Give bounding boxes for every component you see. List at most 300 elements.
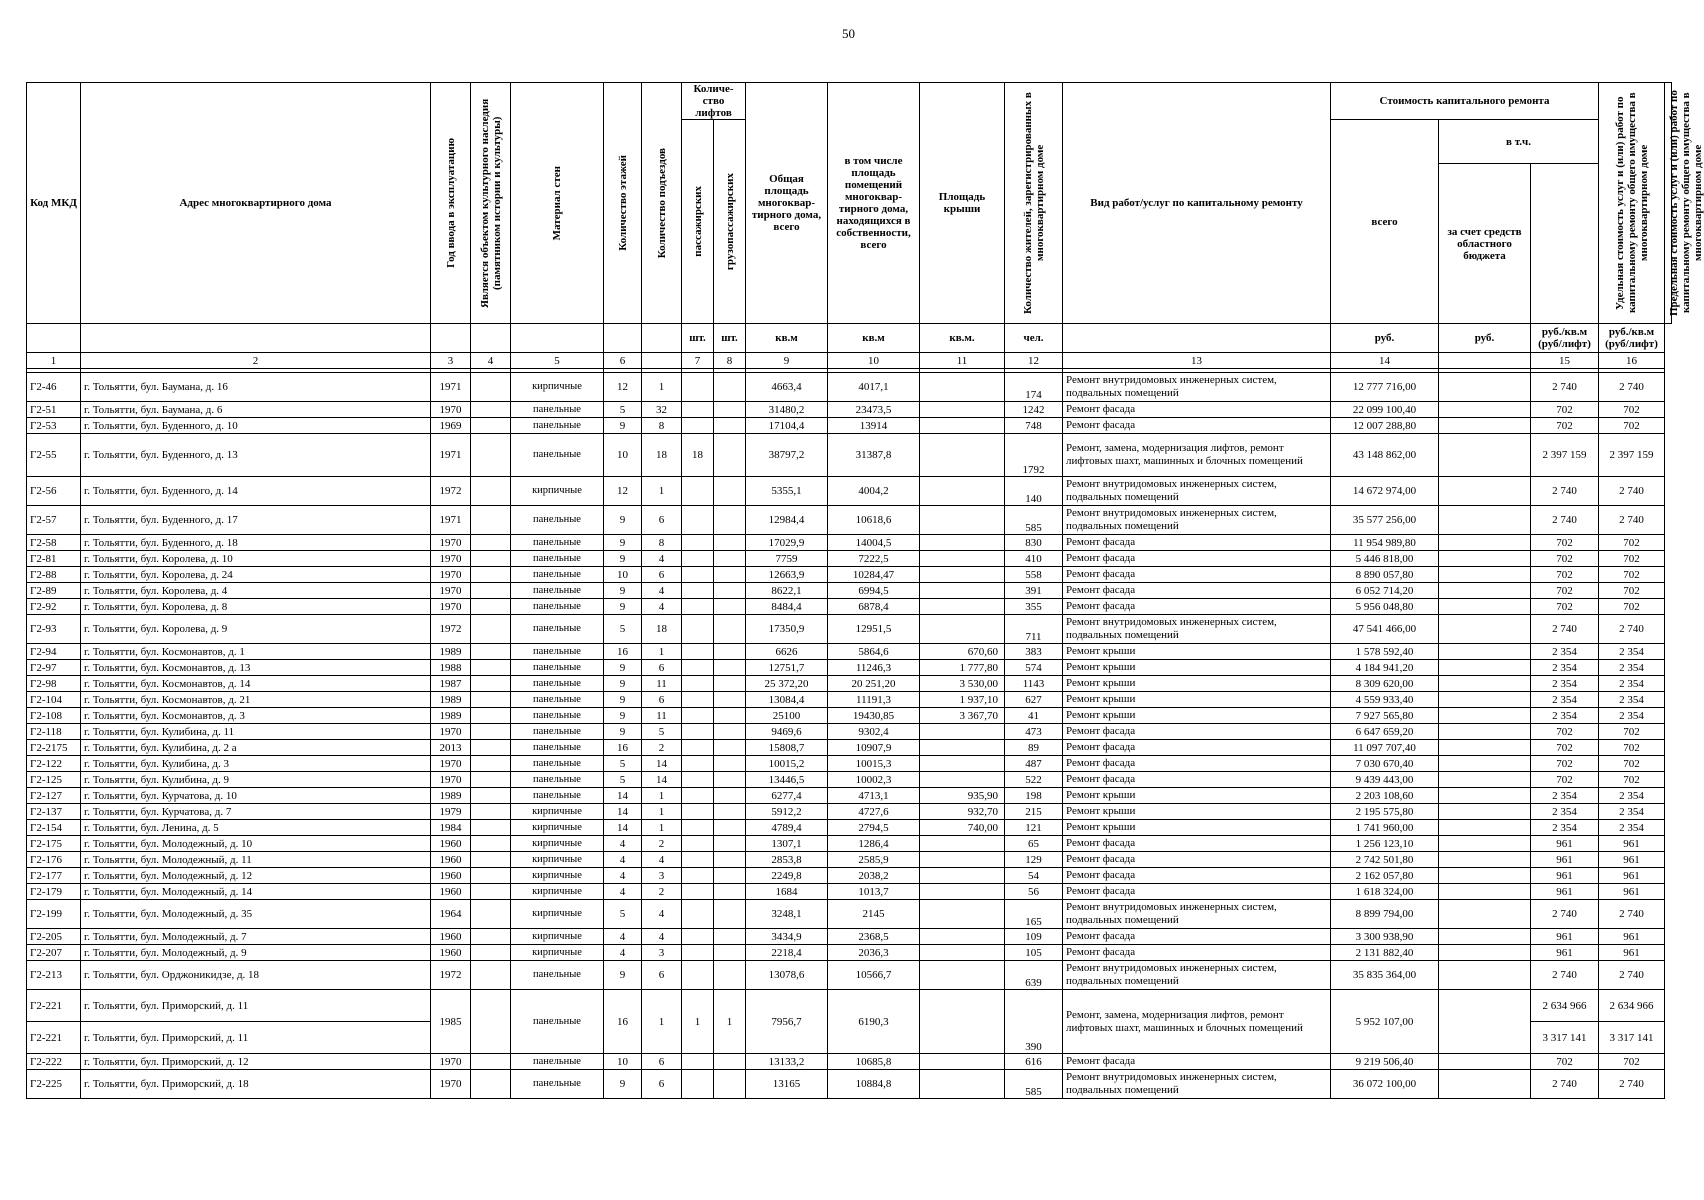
heritage-flag — [471, 599, 511, 615]
column-number — [1439, 353, 1531, 369]
work-type: Ремонт внутридомовых инженерных систем, подвальных помещений — [1063, 506, 1331, 535]
table-row — [27, 567, 1672, 583]
total-area: 9469,6 — [746, 724, 828, 740]
mkd-address: г. Тольятти, бул. Баумана, д. 6 — [81, 402, 431, 418]
limit-cost: 702 — [1599, 756, 1665, 772]
entrances-count: 14 — [642, 772, 682, 788]
limit-cost: 2 354 — [1599, 708, 1665, 724]
freight-lifts — [714, 599, 746, 615]
owned-area: 10015,3 — [828, 756, 920, 772]
work-type: Ремонт внутридомовых инженерных систем, подвальных помещений — [1063, 615, 1331, 644]
unit-cost: 2 740 — [1531, 373, 1599, 402]
column-number — [642, 353, 682, 369]
total-area: 17350,9 — [746, 615, 828, 644]
year-built: 1972 — [431, 477, 471, 506]
mkd-address: г. Тольятти, бул. Буденного, д. 10 — [81, 418, 431, 434]
limit-cost: 2 354 — [1599, 644, 1665, 660]
col-material-header: Материал стен — [511, 83, 604, 324]
table-header — [27, 83, 1704, 369]
mkd-code: Г2-94 — [27, 644, 81, 660]
passenger-lifts — [682, 756, 714, 772]
residents-count: 639 — [1005, 961, 1063, 990]
owned-area: 31387,8 — [828, 434, 920, 477]
column-number: 13 — [1063, 353, 1331, 369]
total-area: 4663,4 — [746, 373, 828, 402]
heritage-flag — [471, 615, 511, 644]
owned-area: 2368,5 — [828, 929, 920, 945]
total-area: 3434,9 — [746, 929, 828, 945]
mkd-code: Г2-154 — [27, 820, 81, 836]
total-area: 5355,1 — [746, 477, 828, 506]
freight-lifts — [714, 692, 746, 708]
residents-count: 522 — [1005, 772, 1063, 788]
entrances-count: 1 — [642, 477, 682, 506]
unit-cost: 2 354 — [1531, 644, 1599, 660]
residents-count: 89 — [1005, 740, 1063, 756]
heritage-flag — [471, 583, 511, 599]
residents-count: 140 — [1005, 477, 1063, 506]
total-area: 6277,4 — [746, 788, 828, 804]
heritage-flag — [471, 660, 511, 676]
year-built: 1960 — [431, 868, 471, 884]
owned-area: 6878,4 — [828, 599, 920, 615]
mkd-code: Г2-55 — [27, 434, 81, 477]
entrances-count: 1 — [642, 990, 682, 1054]
owned-area: 4017,1 — [828, 373, 920, 402]
cost-regional — [1439, 1070, 1531, 1099]
table-row — [27, 1070, 1672, 1099]
owned-area: 4004,2 — [828, 477, 920, 506]
unit-blank — [27, 324, 81, 353]
wall-material: панельные — [511, 644, 604, 660]
work-type: Ремонт крыши — [1063, 644, 1331, 660]
residents-count: 129 — [1005, 852, 1063, 868]
wall-material: панельные — [511, 615, 604, 644]
mkd-code: Г2-88 — [27, 567, 81, 583]
roof-area — [920, 506, 1005, 535]
work-type: Ремонт фасада — [1063, 551, 1331, 567]
col-lifts-freight-header: грузопассажирских — [714, 120, 746, 324]
floors-count: 12 — [604, 373, 642, 402]
mkd-address: г. Тольятти, бул. Буденного, д. 17 — [81, 506, 431, 535]
heritage-flag — [471, 434, 511, 477]
passenger-lifts — [682, 945, 714, 961]
column-number: 4 — [471, 353, 511, 369]
freight-lifts — [714, 535, 746, 551]
floors-count: 14 — [604, 820, 642, 836]
unit-cost-regional: руб. — [1439, 324, 1531, 353]
table-row — [27, 708, 1672, 724]
table-row — [27, 434, 1672, 477]
wall-material: панельные — [511, 990, 604, 1054]
wall-material: кирпичные — [511, 852, 604, 868]
cost-regional — [1439, 402, 1531, 418]
mkd-code: Г2-92 — [27, 599, 81, 615]
mkd-address: г. Тольятти, бул. Королева, д. 8 — [81, 599, 431, 615]
cost-total: 12 777 716,00 — [1331, 373, 1439, 402]
work-type: Ремонт крыши — [1063, 676, 1331, 692]
mkd-code: Г2-46 — [27, 373, 81, 402]
heritage-flag — [471, 756, 511, 772]
entrances-count: 6 — [642, 506, 682, 535]
wall-material: кирпичные — [511, 477, 604, 506]
passenger-lifts — [682, 583, 714, 599]
mkd-address: г. Тольятти, бул. Королева, д. 9 — [81, 615, 431, 644]
cost-total: 6 647 659,20 — [1331, 724, 1439, 740]
year-built: 1960 — [431, 929, 471, 945]
entrances-count: 8 — [642, 418, 682, 434]
roof-area — [920, 961, 1005, 990]
cost-regional — [1439, 929, 1531, 945]
mkd-address: г. Тольятти, бул. Молодежный, д. 10 — [81, 836, 431, 852]
work-type: Ремонт фасада — [1063, 929, 1331, 945]
unit-cost: 2 397 159 — [1531, 434, 1599, 477]
mkd-code: Г2-125 — [27, 772, 81, 788]
wall-material: панельные — [511, 961, 604, 990]
passenger-lifts — [682, 804, 714, 820]
table-body — [27, 369, 1672, 1099]
entrances-count: 6 — [642, 1070, 682, 1099]
residents-count: 748 — [1005, 418, 1063, 434]
entrances-count: 1 — [642, 804, 682, 820]
passenger-lifts — [682, 676, 714, 692]
limit-cost: 2 740 — [1599, 477, 1665, 506]
floors-count: 5 — [604, 615, 642, 644]
work-type: Ремонт фасада — [1063, 868, 1331, 884]
unit-lifts-freight: шт. — [714, 324, 746, 353]
table-row — [27, 852, 1672, 868]
entrances-count: 18 — [642, 434, 682, 477]
heritage-flag — [471, 900, 511, 929]
passenger-lifts: 1 — [682, 990, 714, 1054]
cost-total: 5 446 818,00 — [1331, 551, 1439, 567]
entrances-count: 4 — [642, 551, 682, 567]
table-row — [27, 692, 1672, 708]
floors-count: 9 — [604, 961, 642, 990]
unit-total-area: кв.м — [746, 324, 828, 353]
entrances-count: 4 — [642, 900, 682, 929]
passenger-lifts — [682, 929, 714, 945]
mkd-code: Г2-127 — [27, 788, 81, 804]
cost-regional — [1439, 945, 1531, 961]
mkd-address: г. Тольятти, бул. Космонавтов, д. 14 — [81, 676, 431, 692]
limit-cost: 702 — [1599, 772, 1665, 788]
mkd-code: Г2-177 — [27, 868, 81, 884]
mkd-address: г. Тольятти, бул. Молодежный, д. 11 — [81, 852, 431, 868]
unit-cost: 961 — [1531, 836, 1599, 852]
year-built: 1989 — [431, 644, 471, 660]
wall-material: панельные — [511, 506, 604, 535]
wall-material: панельные — [511, 535, 604, 551]
floors-count: 16 — [604, 740, 642, 756]
entrances-count: 2 — [642, 740, 682, 756]
mkd-address: г. Тольятти, бул. Курчатова, д. 10 — [81, 788, 431, 804]
cost-regional — [1439, 434, 1531, 477]
residents-count: 830 — [1005, 535, 1063, 551]
freight-lifts — [714, 900, 746, 929]
entrances-count: 4 — [642, 929, 682, 945]
unit-blank — [1063, 324, 1331, 353]
mkd-address: г. Тольятти, бул. Приморский, д. 11 — [81, 990, 431, 1022]
heritage-flag — [471, 804, 511, 820]
wall-material: панельные — [511, 1054, 604, 1070]
unit-cost: 702 — [1531, 1054, 1599, 1070]
entrances-count: 1 — [642, 373, 682, 402]
entrances-count: 1 — [642, 820, 682, 836]
cost-regional — [1439, 506, 1531, 535]
table-row — [27, 740, 1672, 756]
wall-material: панельные — [511, 599, 604, 615]
roof-area — [920, 990, 1005, 1054]
mkd-address: г. Тольятти, бул. Кулибина, д. 9 — [81, 772, 431, 788]
passenger-lifts — [682, 884, 714, 900]
floors-count: 9 — [604, 583, 642, 599]
freight-lifts — [714, 583, 746, 599]
year-built: 1960 — [431, 945, 471, 961]
cost-total: 7 927 565,80 — [1331, 708, 1439, 724]
total-area: 31480,2 — [746, 402, 828, 418]
roof-area — [920, 1070, 1005, 1099]
work-type: Ремонт, замена, модернизация лифтов, ремонт лифтовых шахт, машинных и блочных помещений — [1063, 990, 1331, 1054]
roof-area — [920, 373, 1005, 402]
cost-regional — [1439, 961, 1531, 990]
total-area: 1307,1 — [746, 836, 828, 852]
cost-total: 43 148 862,00 — [1331, 434, 1439, 477]
heritage-flag — [471, 990, 511, 1054]
repair-plan-table — [26, 82, 1704, 1099]
residents-count: 1143 — [1005, 676, 1063, 692]
column-number: 1 — [27, 353, 81, 369]
mkd-code: Г2-108 — [27, 708, 81, 724]
col-lifts-header: Количе-ство лифтов — [682, 83, 746, 120]
passenger-lifts — [682, 599, 714, 615]
limit-cost: 2 740 — [1599, 506, 1665, 535]
limit-cost: 2 740 — [1599, 373, 1665, 402]
work-type: Ремонт крыши — [1063, 660, 1331, 676]
col-work-type-header: Вид работ/услуг по капитальному ремонту — [1063, 83, 1331, 324]
total-area: 15808,7 — [746, 740, 828, 756]
mkd-code: Г2-199 — [27, 900, 81, 929]
mkd-code: Г2-56 — [27, 477, 81, 506]
freight-lifts — [714, 676, 746, 692]
owned-area: 4713,1 — [828, 788, 920, 804]
year-built: 1970 — [431, 772, 471, 788]
passenger-lifts — [682, 660, 714, 676]
floors-count: 9 — [604, 676, 642, 692]
passenger-lifts — [682, 772, 714, 788]
freight-lifts — [714, 788, 746, 804]
mkd-address: г. Тольятти, бул. Приморский, д. 12 — [81, 1054, 431, 1070]
mkd-address: г. Тольятти, бул. Королева, д. 4 — [81, 583, 431, 599]
unit-cost: 2 740 — [1531, 1070, 1599, 1099]
cost-regional — [1439, 772, 1531, 788]
roof-area — [920, 772, 1005, 788]
unit-cost: 2 740 — [1531, 961, 1599, 990]
floors-count: 16 — [604, 990, 642, 1054]
limit-cost: 2 354 — [1599, 676, 1665, 692]
cost-total: 35 835 364,00 — [1331, 961, 1439, 990]
total-area: 1684 — [746, 884, 828, 900]
mkd-address: г. Тольятти, бул. Космонавтов, д. 13 — [81, 660, 431, 676]
year-built: 1970 — [431, 551, 471, 567]
floors-count: 10 — [604, 567, 642, 583]
wall-material: кирпичные — [511, 820, 604, 836]
work-type: Ремонт фасада — [1063, 599, 1331, 615]
mkd-code: Г2-57 — [27, 506, 81, 535]
residents-count: 585 — [1005, 506, 1063, 535]
passenger-lifts — [682, 402, 714, 418]
heritage-flag — [471, 551, 511, 567]
wall-material: кирпичные — [511, 945, 604, 961]
owned-area: 10284,47 — [828, 567, 920, 583]
floors-count: 5 — [604, 756, 642, 772]
total-area: 38797,2 — [746, 434, 828, 477]
cost-total: 47 541 466,00 — [1331, 615, 1439, 644]
roof-area — [920, 402, 1005, 418]
work-type: Ремонт фасада — [1063, 1054, 1331, 1070]
unit-cost: 702 — [1531, 402, 1599, 418]
floors-count: 12 — [604, 477, 642, 506]
entrances-count: 3 — [642, 945, 682, 961]
limit-cost: 961 — [1599, 868, 1665, 884]
limit-cost: 961 — [1599, 836, 1665, 852]
year-built: 1989 — [431, 788, 471, 804]
floors-count: 9 — [604, 1070, 642, 1099]
work-type: Ремонт фасада — [1063, 945, 1331, 961]
residents-count: 627 — [1005, 692, 1063, 708]
table-row — [27, 836, 1672, 852]
passenger-lifts — [682, 551, 714, 567]
col-roof-area-header: Площадь крыши — [920, 83, 1005, 324]
table-row — [27, 929, 1672, 945]
roof-area: 3 530,00 — [920, 676, 1005, 692]
cost-total: 1 741 960,00 — [1331, 820, 1439, 836]
roof-area — [920, 852, 1005, 868]
mkd-code: Г2-221 — [27, 1022, 81, 1054]
roof-area: 932,70 — [920, 804, 1005, 820]
floors-count: 9 — [604, 418, 642, 434]
roof-area — [920, 900, 1005, 929]
table-row — [27, 418, 1672, 434]
unit-cost: 2 740 — [1531, 615, 1599, 644]
mkd-code: Г2-93 — [27, 615, 81, 644]
cost-total: 11 954 989,80 — [1331, 535, 1439, 551]
wall-material: панельные — [511, 708, 604, 724]
work-type: Ремонт фасада — [1063, 402, 1331, 418]
roof-area — [920, 599, 1005, 615]
wall-material: кирпичные — [511, 884, 604, 900]
residents-count: 558 — [1005, 567, 1063, 583]
freight-lifts — [714, 884, 746, 900]
roof-area — [920, 836, 1005, 852]
mkd-code: Г2-176 — [27, 852, 81, 868]
wall-material: кирпичные — [511, 373, 604, 402]
unit-blank — [431, 324, 471, 353]
freight-lifts — [714, 402, 746, 418]
unit-cost: 961 — [1531, 929, 1599, 945]
year-built: 1989 — [431, 708, 471, 724]
year-built: 1972 — [431, 961, 471, 990]
cost-total: 2 203 108,60 — [1331, 788, 1439, 804]
limit-cost: 2 354 — [1599, 660, 1665, 676]
floors-count: 4 — [604, 852, 642, 868]
unit-cost: 2 354 — [1531, 820, 1599, 836]
total-area: 25 372,20 — [746, 676, 828, 692]
unit-cost: 2 740 — [1531, 506, 1599, 535]
limit-cost: 961 — [1599, 929, 1665, 945]
cost-regional — [1439, 708, 1531, 724]
floors-count: 9 — [604, 692, 642, 708]
total-area: 17029,9 — [746, 535, 828, 551]
year-built: 1972 — [431, 615, 471, 644]
table-row — [27, 961, 1672, 990]
col-lifts-passenger-header: пассажирских — [682, 120, 714, 324]
unit-lifts-passenger: шт. — [682, 324, 714, 353]
heritage-flag — [471, 692, 511, 708]
year-built: 1970 — [431, 599, 471, 615]
residents-count: 585 — [1005, 1070, 1063, 1099]
cost-regional — [1439, 477, 1531, 506]
work-type: Ремонт крыши — [1063, 692, 1331, 708]
freight-lifts — [714, 708, 746, 724]
roof-area: 1 937,10 — [920, 692, 1005, 708]
freight-lifts — [714, 551, 746, 567]
entrances-count: 11 — [642, 676, 682, 692]
passenger-lifts — [682, 418, 714, 434]
total-area: 13446,5 — [746, 772, 828, 788]
year-built: 1960 — [431, 836, 471, 852]
limit-cost: 702 — [1599, 599, 1665, 615]
roof-area — [920, 418, 1005, 434]
col-cost-regional-header: за счет средств областного бюджета — [1439, 164, 1531, 324]
limit-cost: 702 — [1599, 551, 1665, 567]
work-type: Ремонт фасада — [1063, 740, 1331, 756]
owned-area: 10618,6 — [828, 506, 920, 535]
floors-count: 9 — [604, 724, 642, 740]
year-built: 1969 — [431, 418, 471, 434]
unit-cost: 702 — [1531, 740, 1599, 756]
total-area: 13078,6 — [746, 961, 828, 990]
owned-area: 7222,5 — [828, 551, 920, 567]
unit-cost: 702 — [1531, 756, 1599, 772]
heritage-flag — [471, 884, 511, 900]
mkd-address: г. Тольятти, бул. Кулибина, д. 3 — [81, 756, 431, 772]
limit-cost: 702 — [1599, 724, 1665, 740]
entrances-count: 32 — [642, 402, 682, 418]
owned-area: 14004,5 — [828, 535, 920, 551]
freight-lifts — [714, 567, 746, 583]
unit-cost: 2 354 — [1531, 788, 1599, 804]
cost-regional — [1439, 740, 1531, 756]
col-cost-blank-header — [1531, 164, 1599, 324]
residents-count: 473 — [1005, 724, 1063, 740]
mkd-code: Г2-225 — [27, 1070, 81, 1099]
year-built: 1971 — [431, 434, 471, 477]
mkd-code: Г2-2175 — [27, 740, 81, 756]
wall-material: панельные — [511, 676, 604, 692]
owned-area: 1013,7 — [828, 884, 920, 900]
mkd-address: г. Тольятти, бул. Ленина, д. 5 — [81, 820, 431, 836]
cost-total: 9 439 443,00 — [1331, 772, 1439, 788]
col-address-header: Адрес многоквартирного дома — [81, 83, 431, 324]
freight-lifts — [714, 772, 746, 788]
column-number-row — [27, 353, 1672, 369]
residents-count: 109 — [1005, 929, 1063, 945]
limit-cost: 2 354 — [1599, 804, 1665, 820]
unit-cost: 2 634 966 — [1531, 990, 1599, 1022]
roof-area — [920, 434, 1005, 477]
owned-area: 9302,4 — [828, 724, 920, 740]
